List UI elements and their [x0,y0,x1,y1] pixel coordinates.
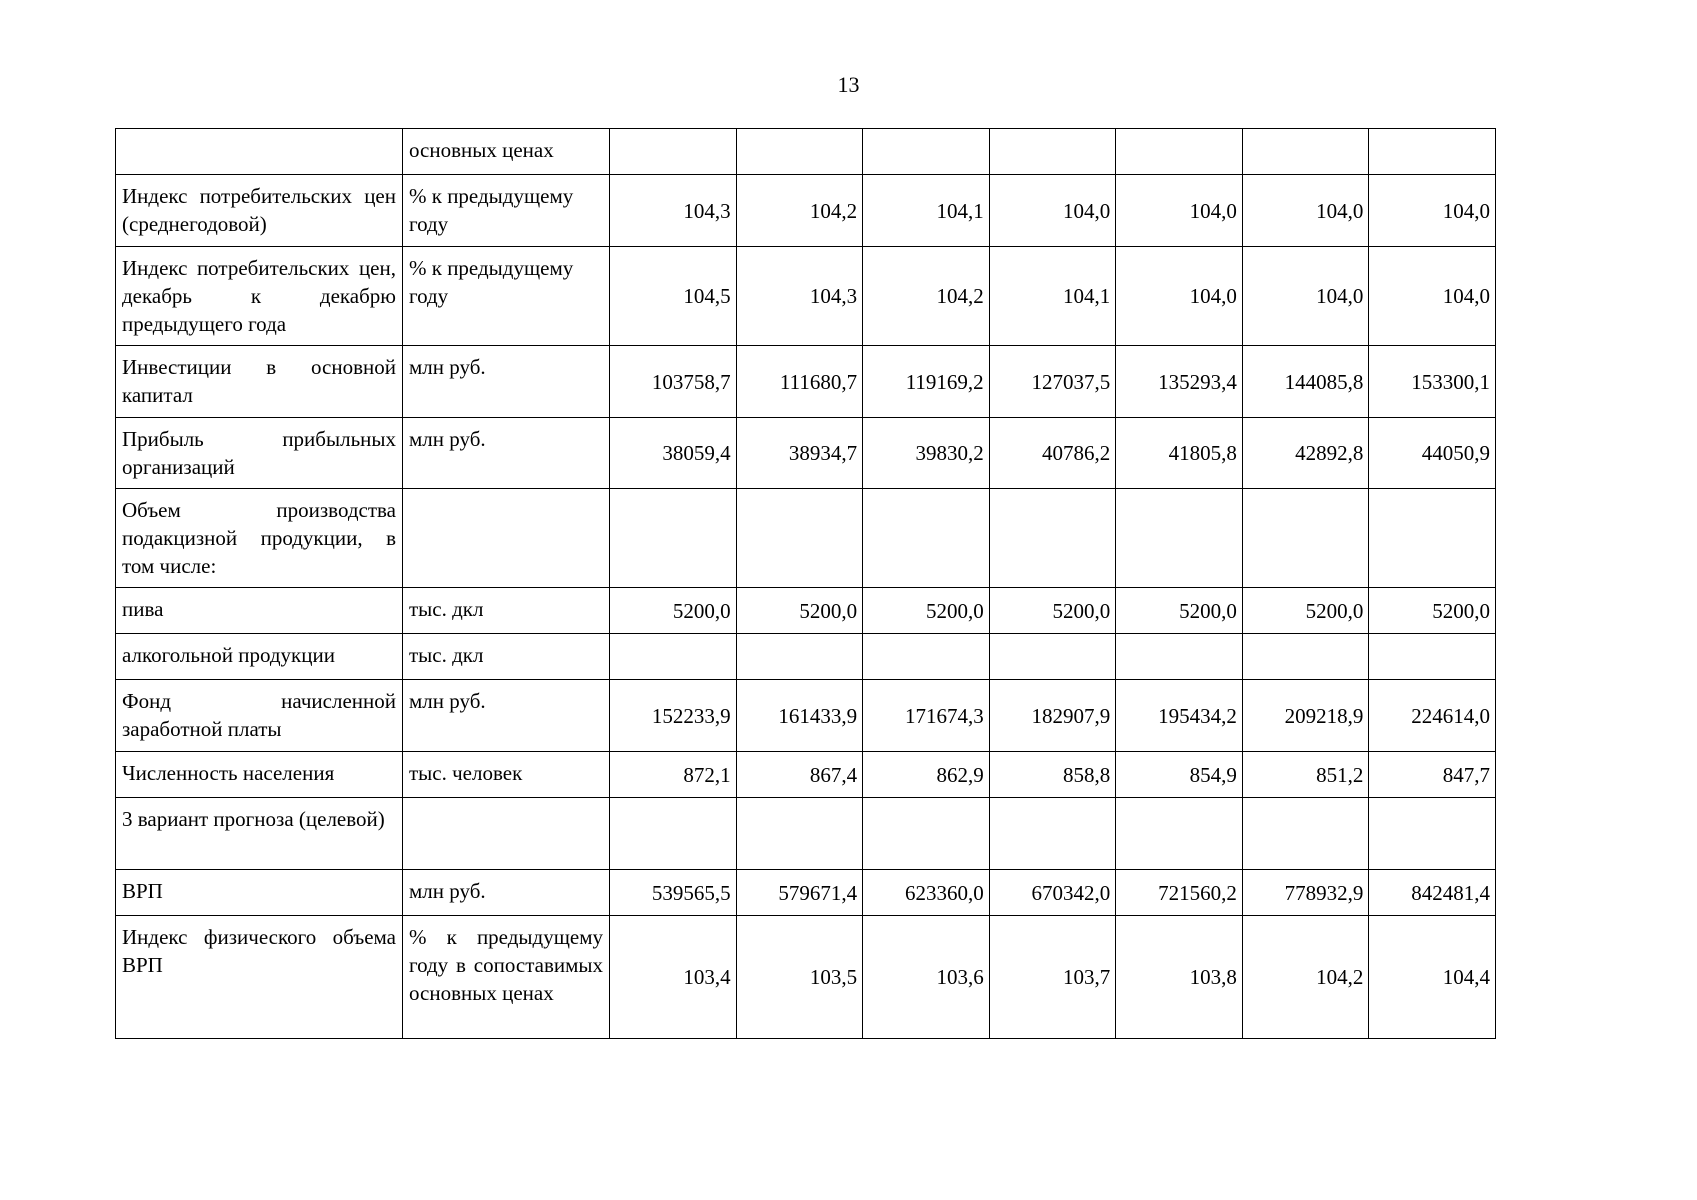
unit-cell [403,798,610,870]
value-cell: 103,4 [610,916,737,1039]
value-cell: 195434,2 [1116,680,1243,752]
table-row [116,916,1496,1039]
value-cell [736,129,863,175]
value-cell: 104,2 [863,247,990,346]
value-cell: 103,8 [1116,916,1243,1039]
value-cell: 39830,2 [863,418,990,489]
table-body [116,129,1496,1039]
value-cell [1369,798,1496,870]
page-number: 13 [837,72,860,97]
indicator-name-cell: Индекс потребительских цен, декабрь к декабрю предыдущего года [116,247,403,346]
value-cell: 851,2 [1242,752,1369,798]
value-cell [989,798,1116,870]
table-row [116,418,1496,489]
value-cell [736,634,863,680]
value-cell [1242,634,1369,680]
indicator-name-cell: Фонд начисленной заработной платы [116,680,403,752]
value-cell: 44050,9 [1369,418,1496,489]
value-cell: 103,5 [736,916,863,1039]
value-cell: 135293,4 [1116,346,1243,418]
value-cell: 152233,9 [610,680,737,752]
unit-cell: млн руб. [403,680,610,752]
value-cell: 858,8 [989,752,1116,798]
value-cell [610,129,737,175]
value-cell: 119169,2 [863,346,990,418]
value-cell: 104,0 [1369,247,1496,346]
value-cell: 104,0 [989,175,1116,247]
value-cell [1242,129,1369,175]
indicator-name-cell [116,129,403,175]
indicator-name-cell: Инвестиции в основной капитал [116,346,403,418]
value-cell: 842481,4 [1369,870,1496,916]
value-cell: 721560,2 [1116,870,1243,916]
value-cell [989,489,1116,588]
value-cell: 854,9 [1116,752,1243,798]
value-cell: 847,7 [1369,752,1496,798]
indicator-name-cell: пива [116,588,403,634]
table-row [116,634,1496,680]
value-cell: 104,3 [736,247,863,346]
table-row [116,346,1496,418]
value-cell [1116,798,1243,870]
value-cell: 103758,7 [610,346,737,418]
indicator-name-cell: ВРП [116,870,403,916]
indicator-name-cell: Численность населения [116,752,403,798]
table-row [116,175,1496,247]
unit-cell: % к предыдущему году в сопоставимых основных ценах [403,916,610,1039]
indicator-name-cell: Объем производства подакцизной продукции, в том числе: [116,489,403,588]
value-cell: 104,3 [610,175,737,247]
value-cell: 182907,9 [989,680,1116,752]
value-cell: 5200,0 [1242,588,1369,634]
indicator-name-cell: Индекс физического объема ВРП [116,916,403,1039]
table-row [116,588,1496,634]
value-cell: 104,0 [1116,247,1243,346]
value-cell: 5200,0 [989,588,1116,634]
value-cell: 40786,2 [989,418,1116,489]
indicator-name-cell: 3 вариант прогноза (целевой) [116,798,403,870]
value-cell [610,634,737,680]
table-row [116,489,1496,588]
value-cell: 778932,9 [1242,870,1369,916]
value-cell [989,634,1116,680]
value-cell [1369,634,1496,680]
value-cell [1242,798,1369,870]
value-cell: 104,2 [1242,916,1369,1039]
value-cell [1116,489,1243,588]
value-cell [863,129,990,175]
value-cell: 104,0 [1369,175,1496,247]
value-cell [736,798,863,870]
unit-cell: % к предыдущему году [403,247,610,346]
indicator-name-cell: алкогольной продукции [116,634,403,680]
value-cell: 38059,4 [610,418,737,489]
value-cell [989,129,1116,175]
value-cell: 872,1 [610,752,737,798]
unit-cell: тыс. дкл [403,588,610,634]
value-cell: 224614,0 [1369,680,1496,752]
table-row [116,680,1496,752]
table-row [116,752,1496,798]
value-cell: 5200,0 [736,588,863,634]
value-cell: 153300,1 [1369,346,1496,418]
value-cell: 5200,0 [610,588,737,634]
value-cell: 42892,8 [1242,418,1369,489]
value-cell: 867,4 [736,752,863,798]
value-cell: 111680,7 [736,346,863,418]
value-cell: 104,1 [989,247,1116,346]
table-row [116,247,1496,346]
value-cell: 103,6 [863,916,990,1039]
unit-cell: млн руб. [403,418,610,489]
value-cell: 103,7 [989,916,1116,1039]
value-cell: 209218,9 [1242,680,1369,752]
indicator-name-cell: Прибыль прибыльных организаций [116,418,403,489]
value-cell: 104,1 [863,175,990,247]
value-cell: 104,4 [1369,916,1496,1039]
value-cell: 127037,5 [989,346,1116,418]
value-cell [1369,489,1496,588]
indicator-name-cell: Индекс потребительских цен (среднегодовой) [116,175,403,247]
value-cell [736,489,863,588]
unit-cell: % к предыдущему году [403,175,610,247]
value-cell: 670342,0 [989,870,1116,916]
value-cell: 104,0 [1116,175,1243,247]
unit-cell: тыс. человек [403,752,610,798]
unit-cell: основных ценах [403,129,610,175]
value-cell: 104,0 [1242,247,1369,346]
value-cell [1369,129,1496,175]
table-row [116,870,1496,916]
forecast-table [115,128,1496,1039]
value-cell: 104,5 [610,247,737,346]
unit-cell [403,489,610,588]
value-cell: 5200,0 [1116,588,1243,634]
table-row [116,798,1496,870]
value-cell: 171674,3 [863,680,990,752]
value-cell [1242,489,1369,588]
value-cell: 5200,0 [863,588,990,634]
unit-cell: тыс. дкл [403,634,610,680]
value-cell: 623360,0 [863,870,990,916]
value-cell [863,798,990,870]
value-cell [610,798,737,870]
value-cell [863,489,990,588]
value-cell: 539565,5 [610,870,737,916]
value-cell: 38934,7 [736,418,863,489]
value-cell [1116,129,1243,175]
value-cell: 144085,8 [1242,346,1369,418]
unit-cell: млн руб. [403,870,610,916]
value-cell [610,489,737,588]
value-cell: 41805,8 [1116,418,1243,489]
value-cell: 104,0 [1242,175,1369,247]
value-cell [863,634,990,680]
value-cell: 862,9 [863,752,990,798]
table-row [116,129,1496,175]
value-cell: 161433,9 [736,680,863,752]
value-cell: 5200,0 [1369,588,1496,634]
value-cell [1116,634,1243,680]
unit-cell: млн руб. [403,346,610,418]
value-cell: 104,2 [736,175,863,247]
value-cell: 579671,4 [736,870,863,916]
